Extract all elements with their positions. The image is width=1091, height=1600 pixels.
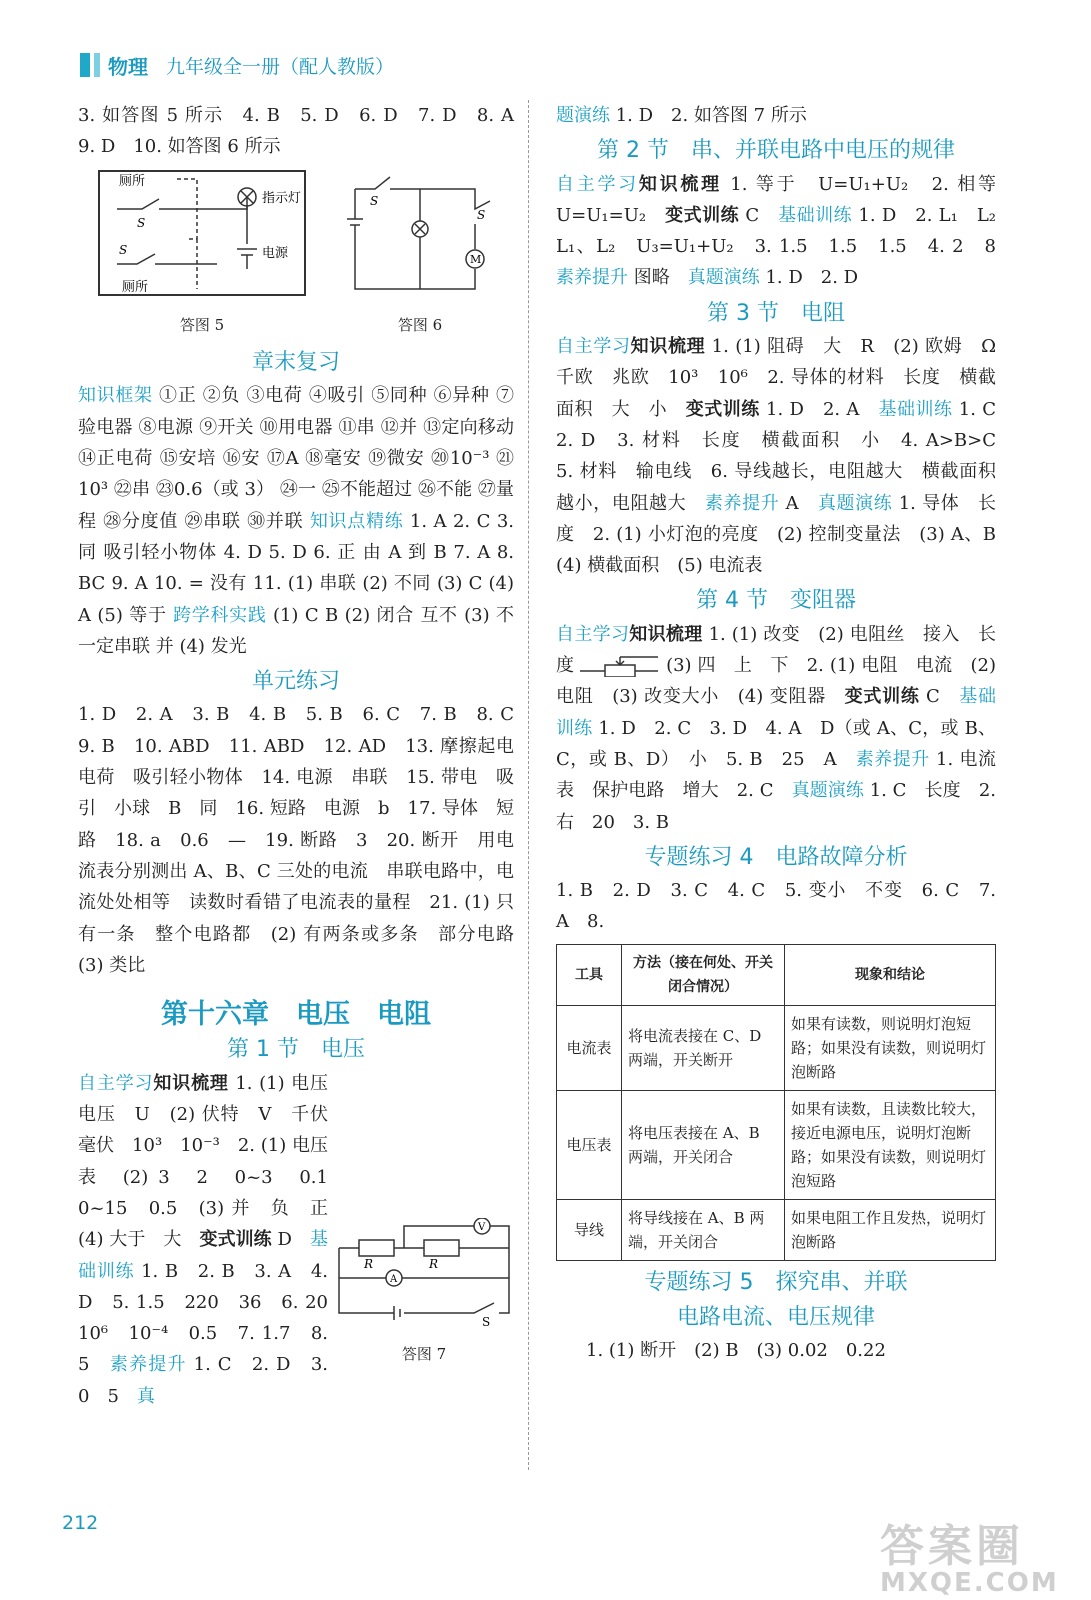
table-cell: 将电压表接在 A、B 两端，开关闭合 [622,1090,785,1199]
watermark [880,1510,1059,1598]
sec2-tag-literacy: 素养提升 [556,267,628,289]
sec3-bold-variant: 变式训练 [685,398,760,420]
page-number: 212 [62,1512,99,1534]
sec4-paragraph [556,619,996,838]
sec2-bold-variant: 变式训练 [665,204,740,226]
section-title-topic5-line1: 专题练习 5 探究串、并联 [644,1269,908,1295]
tag-literacy: 素养提升 [109,1354,187,1376]
sec2-bold-knowledge: 知识梳理 [638,173,722,195]
watermark-line-1: 答案圈 [880,1521,1024,1572]
left-column [78,100,532,1412]
section-title-topic5-line2: 电路电流、电压规律 [676,1305,875,1331]
fig5-label-power: 电源 [262,245,289,261]
table-cell: 电压表 [557,1090,622,1199]
sec2-paragraph [556,169,1015,294]
section-title-topic4: 专题练习 4 电路故障分析 [644,844,908,870]
section-title-review: 章末复习 [251,350,340,376]
sec1-text-1: 1. (1) 电压 电压 U (2) 伏特 V 千伏 毫伏 10³ 10⁻³ 2. (1) 电压表 (2) 3 2 0~3 0.1 0~15 0.5 (3) 并 负 正 (4) 大于 大 [78,1072,347,1251]
right-column [556,100,1015,1367]
table-cell: 如果有读数，且读数比较大，接近电源电压，说明灯泡断路；如果没有读数，则说明灯泡短路 [785,1090,996,1199]
bold-variant: 变式训练 [199,1229,272,1251]
table-cell: 如果有读数，则说明灯泡短路；如果没有读数，则说明灯泡断路 [785,1005,996,1090]
fig7-caption: 答图 7 [401,1345,447,1364]
fig7-label-voltmeter: V [478,1221,486,1233]
topic4-paragraph: 1. B 2. D 3. C 4. C 5. 变小 不变 6. C 7. A 8. [556,880,996,933]
sec2-tag-self: 自主学习 [556,173,639,195]
sec3-tag-self: 自主学习 [556,336,631,358]
tag-knowledge-practice: 知识点精练 [309,510,404,532]
fig6-label-s2: S [477,207,486,222]
sec4-tag-exam: 真题演练 [791,780,864,802]
sec3-text-4: A [779,492,818,514]
sec1-text-4: 1. C 2. D 3. 0 5 [78,1354,329,1407]
fig6-label-s1: S [370,193,379,208]
header-title: 九年级全一册（配人教版） [166,55,395,78]
sec4-text-4: 1. D 2. C 3. D 4. A D（或 A、C，或 B、C，或 B、D） 小 5. B 25 A [556,717,997,770]
sec2-text-5: 1. D 2. D [759,267,859,289]
tag-basic: 基础训练 [78,1229,329,1282]
header-subject: 物理 [108,54,148,79]
tag-real: 真 [136,1385,155,1407]
fig5-caption: 答图 5 [179,315,225,334]
unit-paragraph: 1. D 2. A 3. B 4. B 5. B 6. C 7. B 8. C 9. B 10. ABD 11. ABD 12. AD 13. 摩擦起电 电荷 吸引轻小物体 14. 电源 串联 15. 带电 吸引 小球 B 同 16. 短路 电源 b 17. 导体 短路 18. a 0.6 — 19. 断路 3 20. 断开 用电流表分别测出 A、B、C 三处的电流 串联电路中，电流处处相等 读数时看错了电流表的量程 21. (1) 只有一条 整个电路都 (2) 有两条或多条 部分电路 (3) 类比 [78,704,532,976]
fig7-label-ammeter: A [390,1273,398,1285]
right-top-text: 1. D 2. 如答图 7 所示 [610,105,807,126]
watermark-line-2: MXQE.COM [880,1568,1059,1598]
sec3-tag-exam: 真题演练 [817,492,893,514]
figure-5 [97,169,307,342]
tag-exam-practice-cont: 题演练 [556,105,610,126]
table-header-tool: 工具 [557,944,622,1005]
fig5-label-toilet-1: 厕所 [119,173,146,189]
sec2-tag-exam: 真题演练 [687,267,760,289]
table-row [557,1005,996,1090]
rheostat-symbol [580,655,660,677]
circuit-diagram-5 [97,169,307,299]
sec1-paragraph [78,1068,347,1412]
header-accent-bar [80,53,90,77]
sec4-text-3: C [919,686,960,708]
table-cell: 将导线接在 A、B 两端，开关闭合 [622,1199,785,1260]
sec4-text-6: 1. C 长度 2. 右 20 3. B [556,780,996,833]
sec1-text-2: D [271,1229,311,1251]
header-accent-bar-light [94,53,100,77]
sec4-tag-self: 自主学习 [556,623,630,645]
chapter-title: 第十六章 电压 电阻 [161,999,431,1031]
section-title-unit: 单元练习 [251,669,340,695]
table-header-method: 方法（接在何处、开关闭合情况） [622,944,785,1005]
sec3-text-3: 1. C 2. D 3. 材料 长度 横截面积 小 4. A>B>C 5. 材料 输电线 6. 导线越长，电阻越大 横截面积越小，电阻越大 [556,398,1015,514]
sec2-text-3: 1. D 2. L₁ L₂ L₁、L₂ U₃=U₁+U₂ 3. 1.5 1.5 1.5 4. 2 8 [556,204,1015,258]
fig5-label-s1: S [137,215,146,230]
sec4-text-1: 1. (1) 改变 (2) 电阻丝 接入 长度 [556,623,996,677]
sec1-text-3: 1. B 2. B 3. A 4. D 5. 1.5 220 36 6. 20 10⁶ 10⁻⁴ 0.5 7. 1.7 8. 5 [78,1260,346,1376]
sec3-paragraph [556,331,1015,581]
fig7-label-r2: R [429,1256,439,1271]
figures-5-6 [78,169,514,342]
fig5-label-indicator: 指示灯 [262,190,302,206]
sec4-tag-literacy: 素养提升 [855,748,930,770]
sec4-bold-variant: 变式训练 [844,686,920,708]
fig6-caption: 答图 6 [397,315,443,334]
sec4-text-2: (3) 四 上 下 2. (1) 电阻 电流 (2) 电阻 (3) 改变大小 (4) 变阻器 [556,655,996,708]
fig5-label-toilet-2: 厕所 [122,279,149,295]
review-text-3: (1) C B (2) 闭合 互不 (3) 不一定串联 并 (4) 发光 [78,604,515,657]
sec2-tag-basic: 基础训练 [778,204,853,226]
fig6-label-motor: M [470,252,482,266]
table-header-result: 现象和结论 [785,944,996,1005]
tag-cross-discipline: 跨学科实践 [173,604,267,626]
table-header-row [557,944,996,1005]
fig7-label-r1: R [364,1256,374,1271]
table-row [557,1199,996,1260]
fault-analysis-table [556,944,996,1261]
right-top-paragraph [556,100,996,131]
sec3-tag-basic: 基础训练 [878,398,953,420]
table-cell: 电流表 [557,1005,622,1090]
answers-intro: 3. 如答图 5 所示 4. B 5. D 6. D 7. D 8. A 9. D 10. 如答图 6 所示 [78,105,532,158]
sec2-text-4: 图略 [628,267,688,289]
sec4-text-5: 1. 电流表 保护电路 增大 2. C [556,748,997,802]
tag-self-study: 自主学习 [78,1072,154,1094]
figure-6 [345,169,495,342]
section-title-2: 第 2 节 串、并联电路中电压的规律 [597,138,955,164]
sec4-bold-knowledge: 知识梳理 [629,623,703,645]
review-paragraph [78,380,514,662]
table-row [557,1090,996,1199]
sec3-text-2: 1. D 2. A [759,398,879,420]
sec2-text-1: 1. 等于 U=U₁+U₂ 2. 相等 U=U₁=U₂ [556,173,1015,226]
sec3-text-1: 1. (1) 阻碍 大 R (2) 欧姆 Ω 千欧 兆欧 10³ 10⁶ 2. 导体的材料 长度 横截面积 大 小 [556,336,1015,420]
circuit-diagram-6 [345,169,495,299]
sec3-tag-literacy: 素养提升 [704,492,780,514]
column-divider [528,100,529,1470]
sec2-text-2: C [739,204,779,226]
table-cell: 导线 [557,1199,622,1260]
figure-7 [334,1218,514,1371]
review-text-1: ①正 ②负 ③电荷 ④吸引 ⑤同种 ⑥异种 ⑦验电器 ⑧电源 ⑨开关 ⑩用电器 ⑪串 ⑫并 ⑬定向移动 ⑭正电荷 ⑮安培 ⑯安 ⑰A ⑱毫安 ⑲微安 ⑳10⁻³ ㉑10³ ㉒串 ㉓0.6（或 3） ㉔一 ㉕不能超过 ㉖不能 ㉗量程 ㉘分度值 ㉙串联 ㉚并联 [78,385,515,532]
section-title-1: 第 1 节 电压 [227,1037,365,1063]
page-header [80,48,394,82]
table-cell: 如果电阻工作且发热，说明灯泡断路 [785,1199,996,1260]
sec3-text-5: 1. 导体 长度 2. (1) 小灯泡的亮度 (2) 控制变量法 (3) A、B (4) 横截面积 (5) 电流表 [556,492,1014,577]
tag-knowledge-frame: 知识框架 [78,385,153,407]
section-title-4: 第 4 节 变阻器 [696,588,856,614]
fig7-label-s: S [482,1314,491,1328]
table-cell: 将电流表接在 C、D 两端，开关断开 [622,1005,785,1090]
sec4-tag-basic: 基础训练 [556,686,997,739]
fig5-label-s2: S [119,242,128,257]
review-text-2: 1. A 2. C 3. 同 吸引轻小物体 4. D 5. D 6. 正 由 A 到 B 7. A 8. BC 9. A 10. = 没有 11. (1) 串联 (2) 不同 (3) C (4) A (5) 等于 [78,510,514,626]
sec3-bold-knowledge: 知识梳理 [630,336,706,358]
section-title-3: 第 3 节 电阻 [707,300,845,326]
bold-knowledge: 知识梳理 [153,1072,229,1094]
circuit-diagram-7 [334,1218,514,1328]
topic5-paragraph: 1. (1) 断开 (2) B (3) 0.02 0.22 [586,1340,886,1362]
